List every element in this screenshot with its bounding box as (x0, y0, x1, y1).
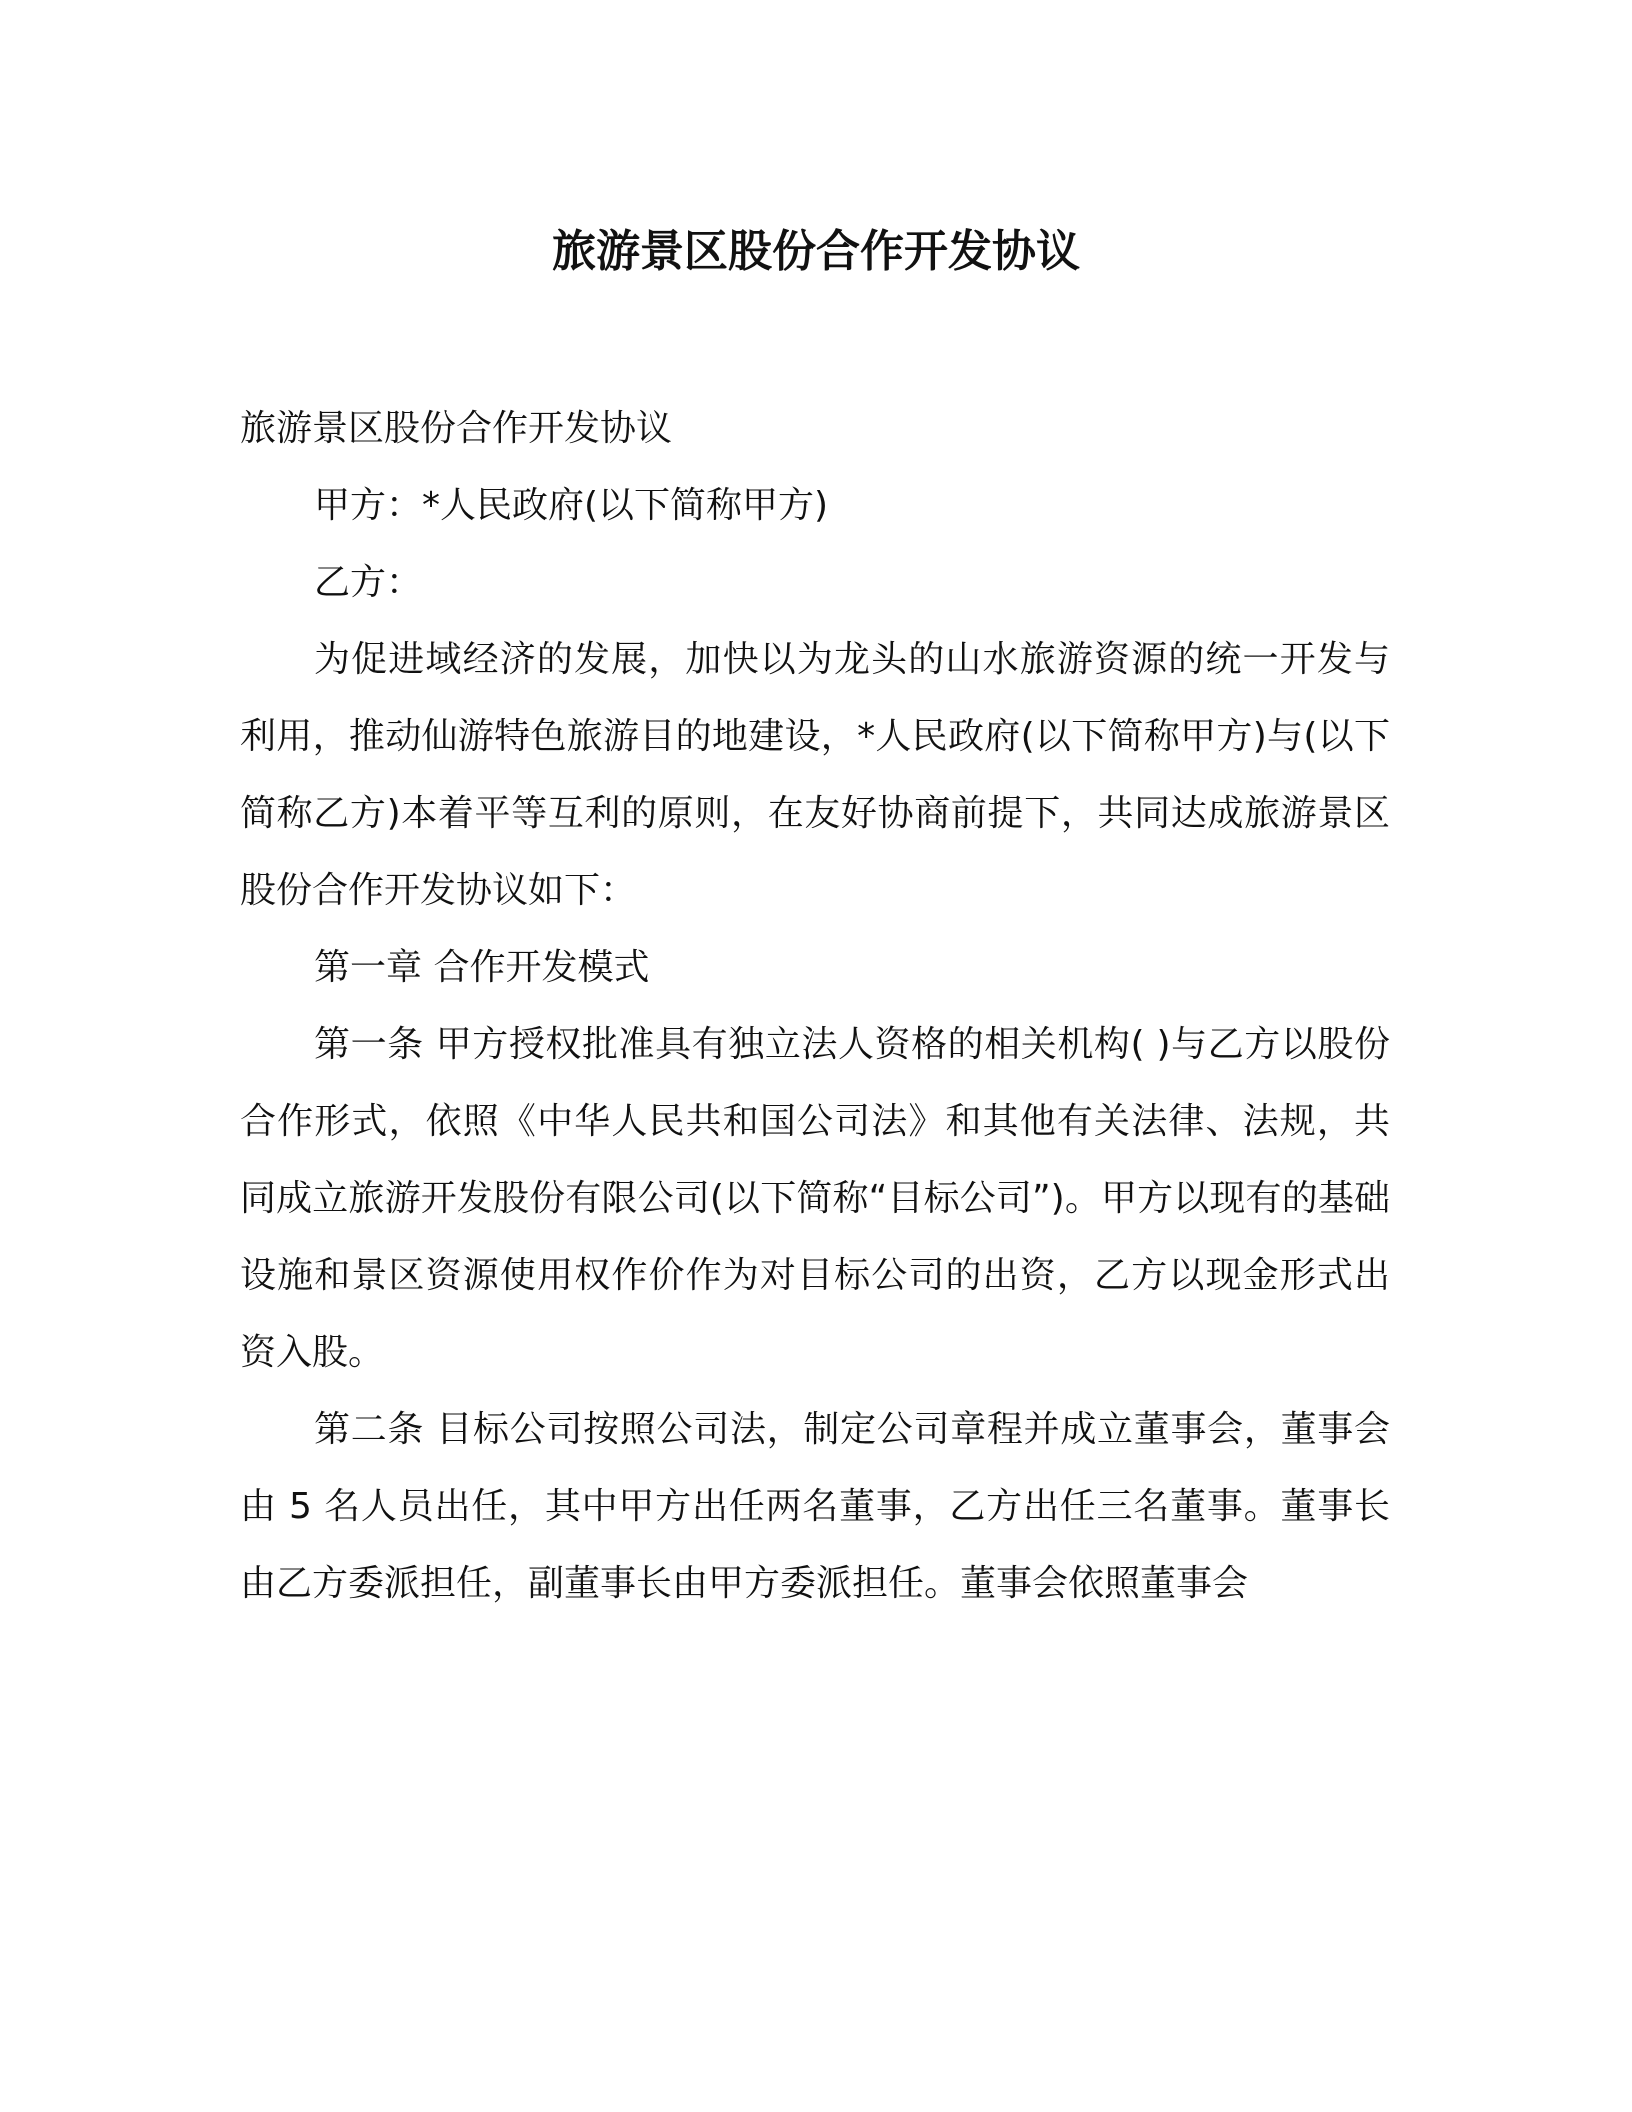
document-subtitle: 旅游景区股份合作开发协议 (240, 408, 673, 449)
chapter-heading: 第一章 合作开发模式 (314, 947, 650, 988)
article-1-paragraph: 第一条 甲方授权批准具有独立法人资格的相关机构( )与乙方以股份合作形式，依照《中华人民共和国公司法》和其他有关法律、法规，共同成立旅游开发股份有限公司(以下简称“目标公司”)。甲方以现有的基础设施和景区资源使用权作价作为对目标公司的出资，乙方以现金形式出资入股。 (240, 1024, 1390, 1373)
preamble-paragraph: 为促进域经济的发展，加快以为龙头的山水旅游资源的统一开发与利用，推动仙游特色旅游目的地建设，*人民政府(以下简称甲方)与(以下简称乙方)本着平等互利的原则，在友好协商前提下，共同达成旅游景区股份合作开发协议如下： (240, 639, 1390, 911)
document-body (240, 390, 1390, 1622)
party-a-line: 甲方：*人民政府(以下简称甲方) (314, 485, 829, 526)
article-2-paragraph: 第二条 目标公司按照公司法，制定公司章程并成立董事会，董事会由 5 名人员出任，其中甲方出任两名董事，乙方出任三名董事。董事长由乙方委派担任，副董事长由甲方委派担任。董事会依照董事会 (240, 1409, 1390, 1604)
party-b-line: 乙方： (314, 562, 423, 603)
document-title: 旅游景区股份合作开发协议 (552, 226, 1080, 277)
